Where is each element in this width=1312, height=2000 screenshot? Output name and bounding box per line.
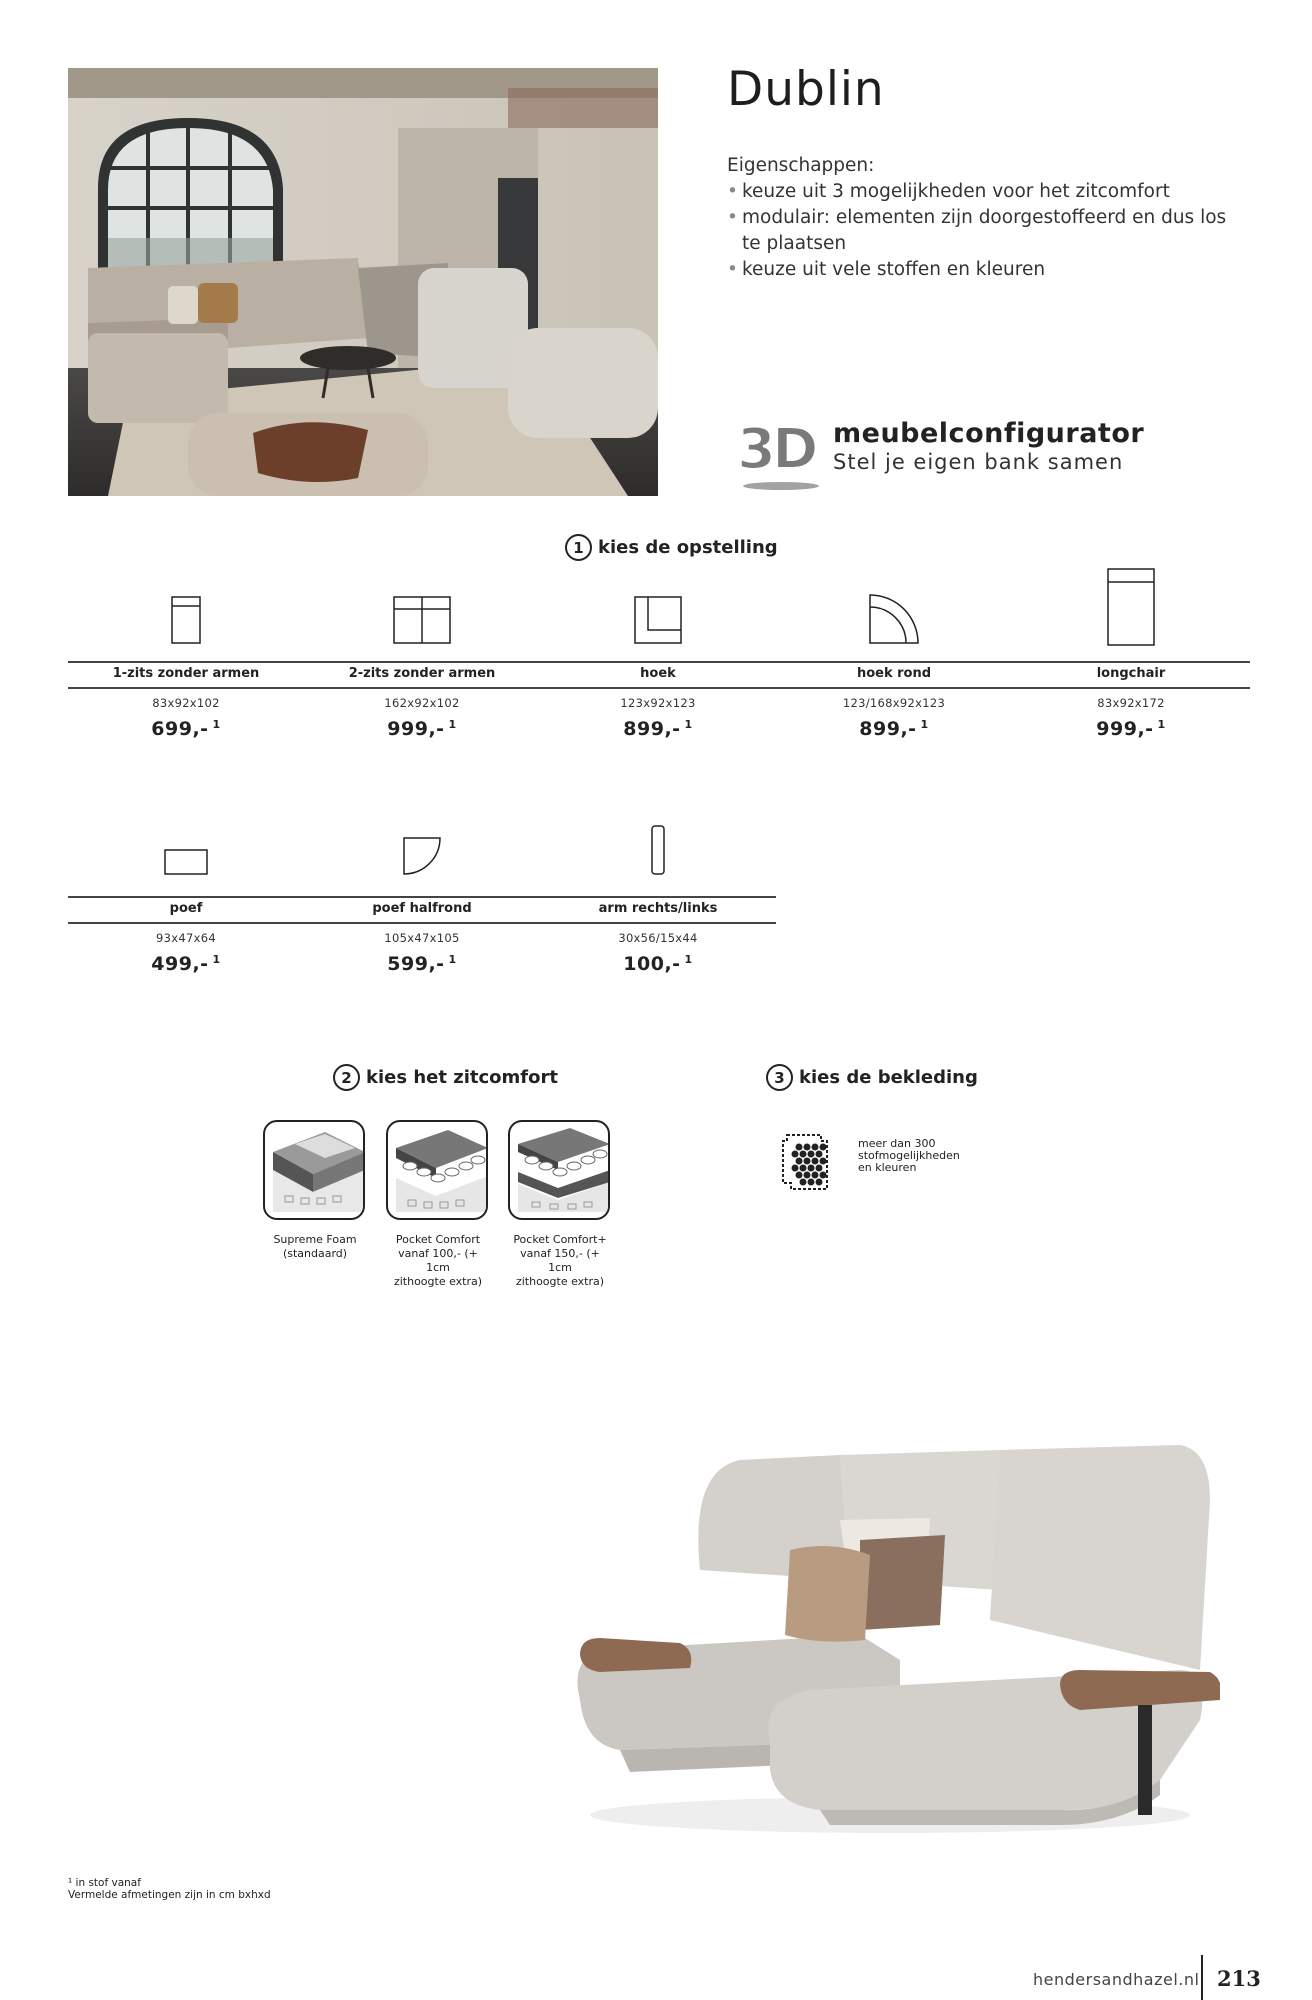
- step-title: kies de opstelling: [598, 537, 778, 558]
- 3d-badge-text: 3D: [737, 417, 815, 482]
- pocket-comfort-plus-icon: [508, 1120, 610, 1220]
- half-round-pouf-icon: [304, 795, 540, 875]
- element-price: 699,- $^1$: [151, 718, 221, 740]
- footnote-mark: 1: [684, 718, 693, 731]
- footnote-mark: 1: [1157, 718, 1166, 731]
- element-dimensions: 93x47x64: [156, 931, 216, 945]
- footnotes: [68, 1877, 271, 1901]
- element-name: 2-zits zonder armen: [348, 666, 496, 681]
- page-number: 213: [1217, 1966, 1261, 1991]
- pouf-icon: [68, 795, 304, 875]
- property-item: • keuze uit 3 mogelijkheden voor het zitcomfort: [727, 179, 1227, 205]
- footer-divider: [1201, 1955, 1203, 2000]
- comfort-label: Pocket Comfort vanaf 100,- (+ 1cm zithoogte extra): [393, 1233, 483, 1288]
- footnote-mark: 1: [212, 953, 221, 966]
- configurator-tagline: Stel je eigen bank samen: [833, 450, 1124, 474]
- comfort-label: Pocket Comfort+ vanaf 150,- (+ 1cm zithoogte extra): [513, 1233, 607, 1288]
- element-price: 899,- $^1$: [623, 718, 693, 740]
- step-number: 2: [333, 1064, 360, 1091]
- element-dimensions: 123x92x123: [620, 696, 696, 710]
- product-title: Dublin: [727, 62, 885, 117]
- element-single-seat[interactable]: [68, 560, 304, 750]
- comfort-option-pocket[interactable]: [386, 1120, 490, 1289]
- element-price: 999,- $^1$: [387, 718, 457, 740]
- footnote-mark: 1: [684, 953, 693, 966]
- element-name: longchair: [1096, 666, 1166, 681]
- round-corner-icon: [776, 560, 1012, 644]
- footnote-dimensions: Vermelde afmetingen zijn in cm bxhxd: [68, 1889, 271, 1901]
- fabric-options-text: meer dan 300 stofmogelijkheden en kleuren: [858, 1137, 960, 1174]
- element-name: poef: [169, 901, 203, 916]
- element-two-seat[interactable]: [304, 560, 540, 750]
- element-name: arm rechts/links: [598, 901, 718, 916]
- configurator-name: meubelconfigurator: [833, 418, 1145, 449]
- step-title: kies de bekleding: [799, 1067, 978, 1088]
- step2-heading: [333, 1064, 558, 1091]
- element-pouf[interactable]: [68, 795, 304, 985]
- elements-table-row2: [68, 795, 776, 985]
- comfort-label: Supreme Foam (standaard): [273, 1233, 357, 1260]
- 3d-logo-icon: [733, 414, 829, 494]
- element-dimensions: 162x92x102: [384, 696, 460, 710]
- website-link[interactable]: hendersandhazel.nl: [1033, 1970, 1200, 1989]
- step-number: 3: [766, 1064, 793, 1091]
- element-name: hoek rond: [856, 666, 932, 681]
- footnote-mark: 1: [448, 718, 457, 731]
- comfort-option-supreme-foam[interactable]: [263, 1120, 367, 1261]
- sofa-product-photo: [560, 1440, 1220, 1840]
- element-dimensions: 30x56/15x44: [618, 931, 698, 945]
- element-half-round-pouf[interactable]: [304, 795, 540, 985]
- footnote-mark: 1: [920, 718, 929, 731]
- element-dimensions: 105x47x105: [384, 931, 460, 945]
- element-dimensions: 123/168x92x123: [842, 696, 946, 710]
- element-price: 599,- $^1$: [387, 953, 457, 975]
- elements-table-row1: [68, 560, 1250, 750]
- element-price: 999,- $^1$: [1096, 718, 1166, 740]
- property-item: • modulair: elementen zijn doorgestoffeerd en dus los te plaatsen: [727, 205, 1227, 257]
- step3-heading: [766, 1064, 978, 1091]
- element-round-corner[interactable]: [776, 560, 1012, 750]
- element-name: poef halfrond: [372, 901, 472, 916]
- element-price: 499,- $^1$: [151, 953, 221, 975]
- fabric-swatch-icon: [781, 1133, 847, 1191]
- element-price: 899,- $^1$: [859, 718, 929, 740]
- two-seat-icon: [304, 560, 540, 644]
- corner-icon: [540, 560, 776, 644]
- element-name: hoek: [640, 666, 676, 681]
- armrest-icon: [540, 795, 776, 875]
- step-number: 1: [565, 534, 592, 561]
- element-dimensions: 83x92x172: [1097, 696, 1165, 710]
- property-item: • keuze uit vele stoffen en kleuren: [727, 257, 1227, 283]
- properties-heading: Eigenschappen:: [727, 155, 875, 176]
- element-name: 1-zits zonder armen: [112, 666, 260, 681]
- pocket-comfort-icon: [386, 1120, 488, 1220]
- configurator-banner[interactable]: [733, 414, 1145, 494]
- footnote-mark: 1: [448, 953, 457, 966]
- properties-block: [727, 153, 1227, 283]
- step1-heading: [565, 534, 778, 561]
- footnote-price: ¹ in stof vanaf: [68, 1877, 141, 1889]
- supreme-foam-icon: [263, 1120, 365, 1220]
- element-dimensions: 83x92x102: [152, 696, 220, 710]
- element-longchair[interactable]: [1012, 560, 1250, 750]
- properties-list: [727, 179, 1227, 283]
- footnote-mark: 1: [212, 718, 221, 731]
- element-corner[interactable]: [540, 560, 776, 750]
- comfort-option-pocket-plus[interactable]: [508, 1120, 612, 1289]
- element-armrest[interactable]: [540, 795, 776, 985]
- longchair-icon: [1012, 560, 1250, 646]
- element-price: 100,- $^1$: [623, 953, 693, 975]
- living-room-photo: [68, 68, 658, 496]
- step-title: kies het zitcomfort: [366, 1067, 558, 1088]
- single-seat-icon: [68, 560, 304, 644]
